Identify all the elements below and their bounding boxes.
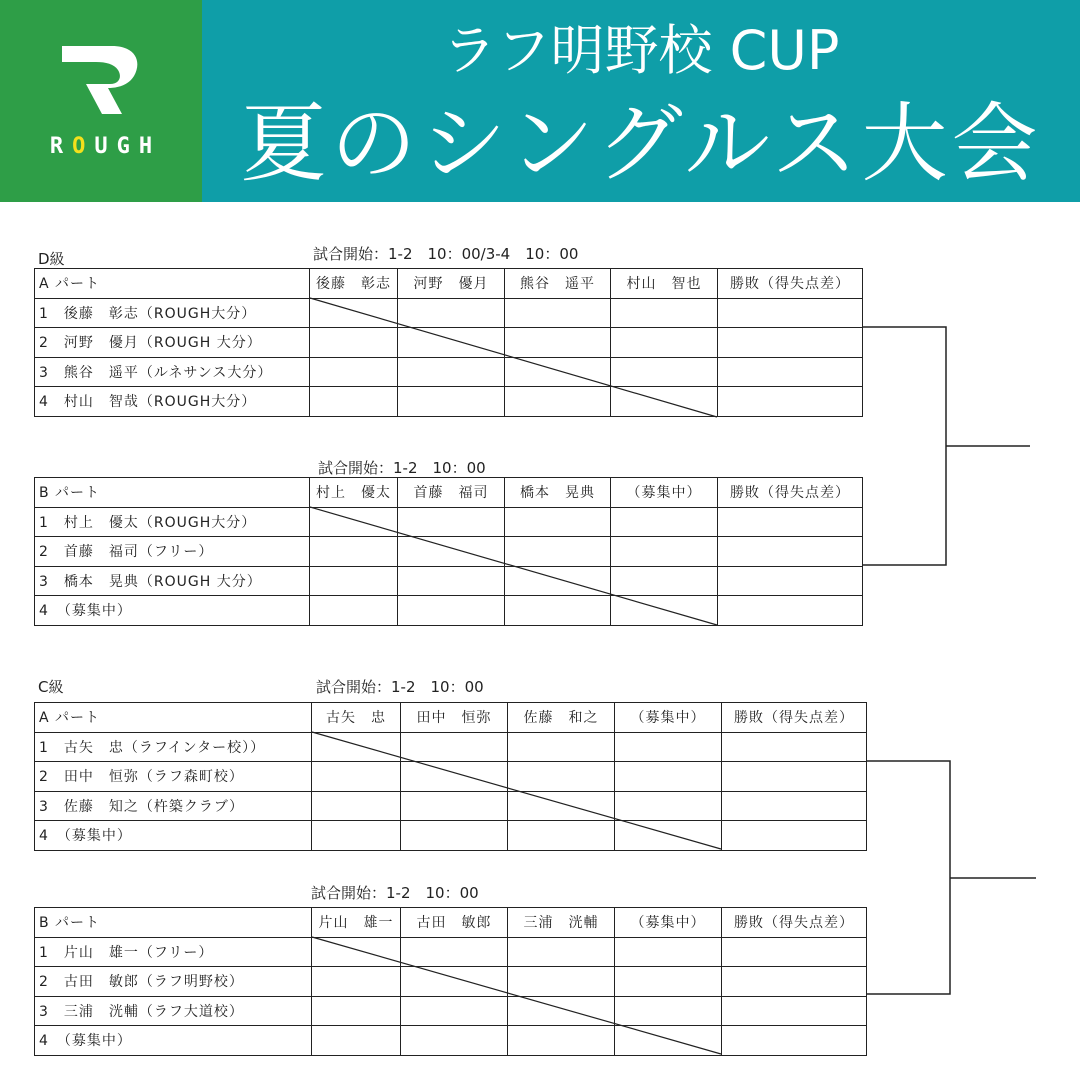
- score-cell: [310, 596, 398, 626]
- d-bracket-connector: [862, 327, 946, 565]
- score-cell: [401, 967, 508, 997]
- d-class-label: D級: [38, 250, 65, 268]
- table-row: [35, 387, 863, 417]
- c-part-a-table: [34, 702, 867, 851]
- score-cell: [615, 791, 722, 821]
- column-header: 古田 敏郎: [401, 908, 508, 938]
- score-cell: [401, 791, 508, 821]
- result-cell: [722, 937, 867, 967]
- column-header: 首藤 福司: [398, 478, 505, 508]
- score-cell: [615, 821, 722, 851]
- score-cell: [310, 566, 398, 596]
- player-name: 1 古矢 忠（ラフインター校））: [35, 732, 312, 762]
- column-header: （募集中）: [615, 703, 722, 733]
- table-row: [35, 566, 863, 596]
- score-cell: [310, 357, 398, 387]
- column-header: 片山 雄一: [312, 908, 401, 938]
- c-class-label: C級: [38, 678, 64, 696]
- rough-logo: [0, 0, 202, 202]
- score-cell: [505, 298, 611, 328]
- part-label: B パート: [35, 478, 310, 508]
- logo-letters-ugh: UGH: [94, 134, 162, 159]
- part-label: A パート: [35, 269, 310, 299]
- result-cell: [722, 821, 867, 851]
- player-name: 4 （募集中）: [35, 1026, 312, 1056]
- player-name: 2 首藤 福司（フリー）: [35, 537, 310, 567]
- score-cell: [615, 937, 722, 967]
- d-part-b-table: [34, 477, 863, 626]
- table-row: [35, 596, 863, 626]
- table-row: [35, 328, 863, 358]
- column-header: 三浦 洸輔: [508, 908, 615, 938]
- score-cell: [611, 507, 718, 537]
- player-name: 3 橋本 晃典（ROUGH 大分）: [35, 566, 310, 596]
- result-cell: [718, 387, 863, 417]
- table-header-row: [35, 269, 863, 299]
- result-cell: [718, 357, 863, 387]
- result-cell: [718, 298, 863, 328]
- part-label: B パート: [35, 908, 312, 938]
- score-cell: [312, 732, 401, 762]
- table-row: [35, 298, 863, 328]
- c-part-a-start-time: 試合開始：1-2 10：00: [316, 678, 484, 696]
- score-cell: [398, 537, 505, 567]
- player-name: 2 古田 敏郎（ラフ明野校）: [35, 967, 312, 997]
- table-row: [35, 996, 867, 1026]
- rough-r-logo-icon: [58, 40, 142, 118]
- score-cell: [398, 596, 505, 626]
- score-cell: [312, 937, 401, 967]
- result-cell: [722, 967, 867, 997]
- player-name: 3 佐藤 知之（杵築クラブ）: [35, 791, 312, 821]
- table-row: [35, 537, 863, 567]
- score-cell: [312, 762, 401, 792]
- column-header: 村上 優太: [310, 478, 398, 508]
- table-row: [35, 791, 867, 821]
- column-header: 田中 恒弥: [401, 703, 508, 733]
- column-header: 熊谷 遥平: [505, 269, 611, 299]
- column-header: 佐藤 和之: [508, 703, 615, 733]
- d-part-b-start-time: 試合開始：1-2 10：00: [318, 459, 486, 477]
- player-name: 4 （募集中）: [35, 821, 312, 851]
- score-cell: [312, 1026, 401, 1056]
- score-cell: [312, 821, 401, 851]
- score-cell: [508, 732, 615, 762]
- score-cell: [401, 762, 508, 792]
- score-cell: [398, 328, 505, 358]
- score-cell: [312, 996, 401, 1026]
- player-name: 4 村山 智哉（ROUGH大分）: [35, 387, 310, 417]
- score-cell: [615, 732, 722, 762]
- result-cell: [722, 996, 867, 1026]
- table-header-row: [35, 478, 863, 508]
- player-name: 2 田中 恒弥（ラフ森町校）: [35, 762, 312, 792]
- score-cell: [611, 387, 718, 417]
- score-cell: [508, 791, 615, 821]
- score-cell: [611, 298, 718, 328]
- column-header: （募集中）: [611, 478, 718, 508]
- column-header: 勝敗（得失点差）: [722, 908, 867, 938]
- column-header: 河野 優月: [398, 269, 505, 299]
- result-cell: [722, 732, 867, 762]
- column-header: 後藤 彰志: [310, 269, 398, 299]
- table-row: [35, 357, 863, 387]
- table-row: [35, 732, 867, 762]
- score-cell: [398, 387, 505, 417]
- score-cell: [508, 996, 615, 1026]
- result-cell: [722, 791, 867, 821]
- table-row: [35, 967, 867, 997]
- score-cell: [615, 762, 722, 792]
- logo-letter-o: O: [72, 134, 95, 159]
- score-cell: [398, 298, 505, 328]
- score-cell: [505, 596, 611, 626]
- player-name: 3 熊谷 遥平（ルネサンス大分）: [35, 357, 310, 387]
- score-cell: [611, 328, 718, 358]
- player-name: 1 後藤 彰志（ROUGH大分）: [35, 298, 310, 328]
- score-cell: [401, 821, 508, 851]
- column-header: 村山 智也: [611, 269, 718, 299]
- d-part-a-table: [34, 268, 863, 417]
- score-cell: [398, 357, 505, 387]
- score-cell: [401, 1026, 508, 1056]
- column-header: 古矢 忠: [312, 703, 401, 733]
- score-cell: [611, 596, 718, 626]
- event-subtitle: 夏のシングルス大会: [240, 94, 1042, 194]
- score-cell: [505, 537, 611, 567]
- score-cell: [611, 357, 718, 387]
- c-bracket-connector: [866, 761, 950, 994]
- score-cell: [611, 566, 718, 596]
- score-cell: [508, 937, 615, 967]
- score-cell: [508, 1026, 615, 1056]
- score-cell: [508, 821, 615, 851]
- logo-wordmark: [0, 134, 202, 159]
- table-header-row: [35, 703, 867, 733]
- score-cell: [505, 507, 611, 537]
- score-cell: [505, 328, 611, 358]
- c-part-b-table: [34, 907, 867, 1056]
- score-cell: [310, 507, 398, 537]
- score-cell: [310, 387, 398, 417]
- result-cell: [718, 537, 863, 567]
- player-name: 1 片山 雄一（フリー）: [35, 937, 312, 967]
- score-cell: [508, 762, 615, 792]
- result-cell: [718, 507, 863, 537]
- c-part-b-start-time: 試合開始：1-2 10：00: [311, 884, 479, 902]
- table-row: [35, 821, 867, 851]
- result-cell: [718, 566, 863, 596]
- score-cell: [615, 1026, 722, 1056]
- score-cell: [505, 357, 611, 387]
- column-header: 勝敗（得失点差）: [718, 269, 863, 299]
- score-cell: [310, 328, 398, 358]
- score-cell: [310, 537, 398, 567]
- header-banner: [0, 0, 1080, 202]
- score-cell: [615, 967, 722, 997]
- table-row: [35, 937, 867, 967]
- part-label: A パート: [35, 703, 312, 733]
- table-row: [35, 1026, 867, 1056]
- event-title: ラフ明野校 CUP: [442, 19, 840, 82]
- player-name: 4 （募集中）: [35, 596, 310, 626]
- table-header-row: [35, 908, 867, 938]
- score-cell: [508, 967, 615, 997]
- player-name: 2 河野 優月（ROUGH 大分）: [35, 328, 310, 358]
- score-cell: [398, 566, 505, 596]
- score-cell: [312, 791, 401, 821]
- result-cell: [722, 762, 867, 792]
- player-name: 1 村上 優太（ROUGH大分）: [35, 507, 310, 537]
- score-cell: [312, 967, 401, 997]
- score-cell: [615, 996, 722, 1026]
- column-header: 橋本 晃典: [505, 478, 611, 508]
- column-header: 勝敗（得失点差）: [722, 703, 867, 733]
- player-name: 3 三浦 洸輔（ラフ大道校）: [35, 996, 312, 1026]
- d-part-a-start-time: 試合開始：1-2 10：00/3-4 10：00: [313, 245, 579, 263]
- column-header: （募集中）: [615, 908, 722, 938]
- result-cell: [718, 328, 863, 358]
- score-cell: [401, 937, 508, 967]
- result-cell: [722, 1026, 867, 1056]
- score-cell: [611, 537, 718, 567]
- score-cell: [310, 298, 398, 328]
- table-row: [35, 762, 867, 792]
- score-cell: [398, 507, 505, 537]
- score-cell: [401, 732, 508, 762]
- logo-letter-r: R: [49, 134, 73, 159]
- table-row: [35, 507, 863, 537]
- result-cell: [718, 596, 863, 626]
- score-cell: [505, 387, 611, 417]
- column-header: 勝敗（得失点差）: [718, 478, 863, 508]
- score-cell: [505, 566, 611, 596]
- score-cell: [401, 996, 508, 1026]
